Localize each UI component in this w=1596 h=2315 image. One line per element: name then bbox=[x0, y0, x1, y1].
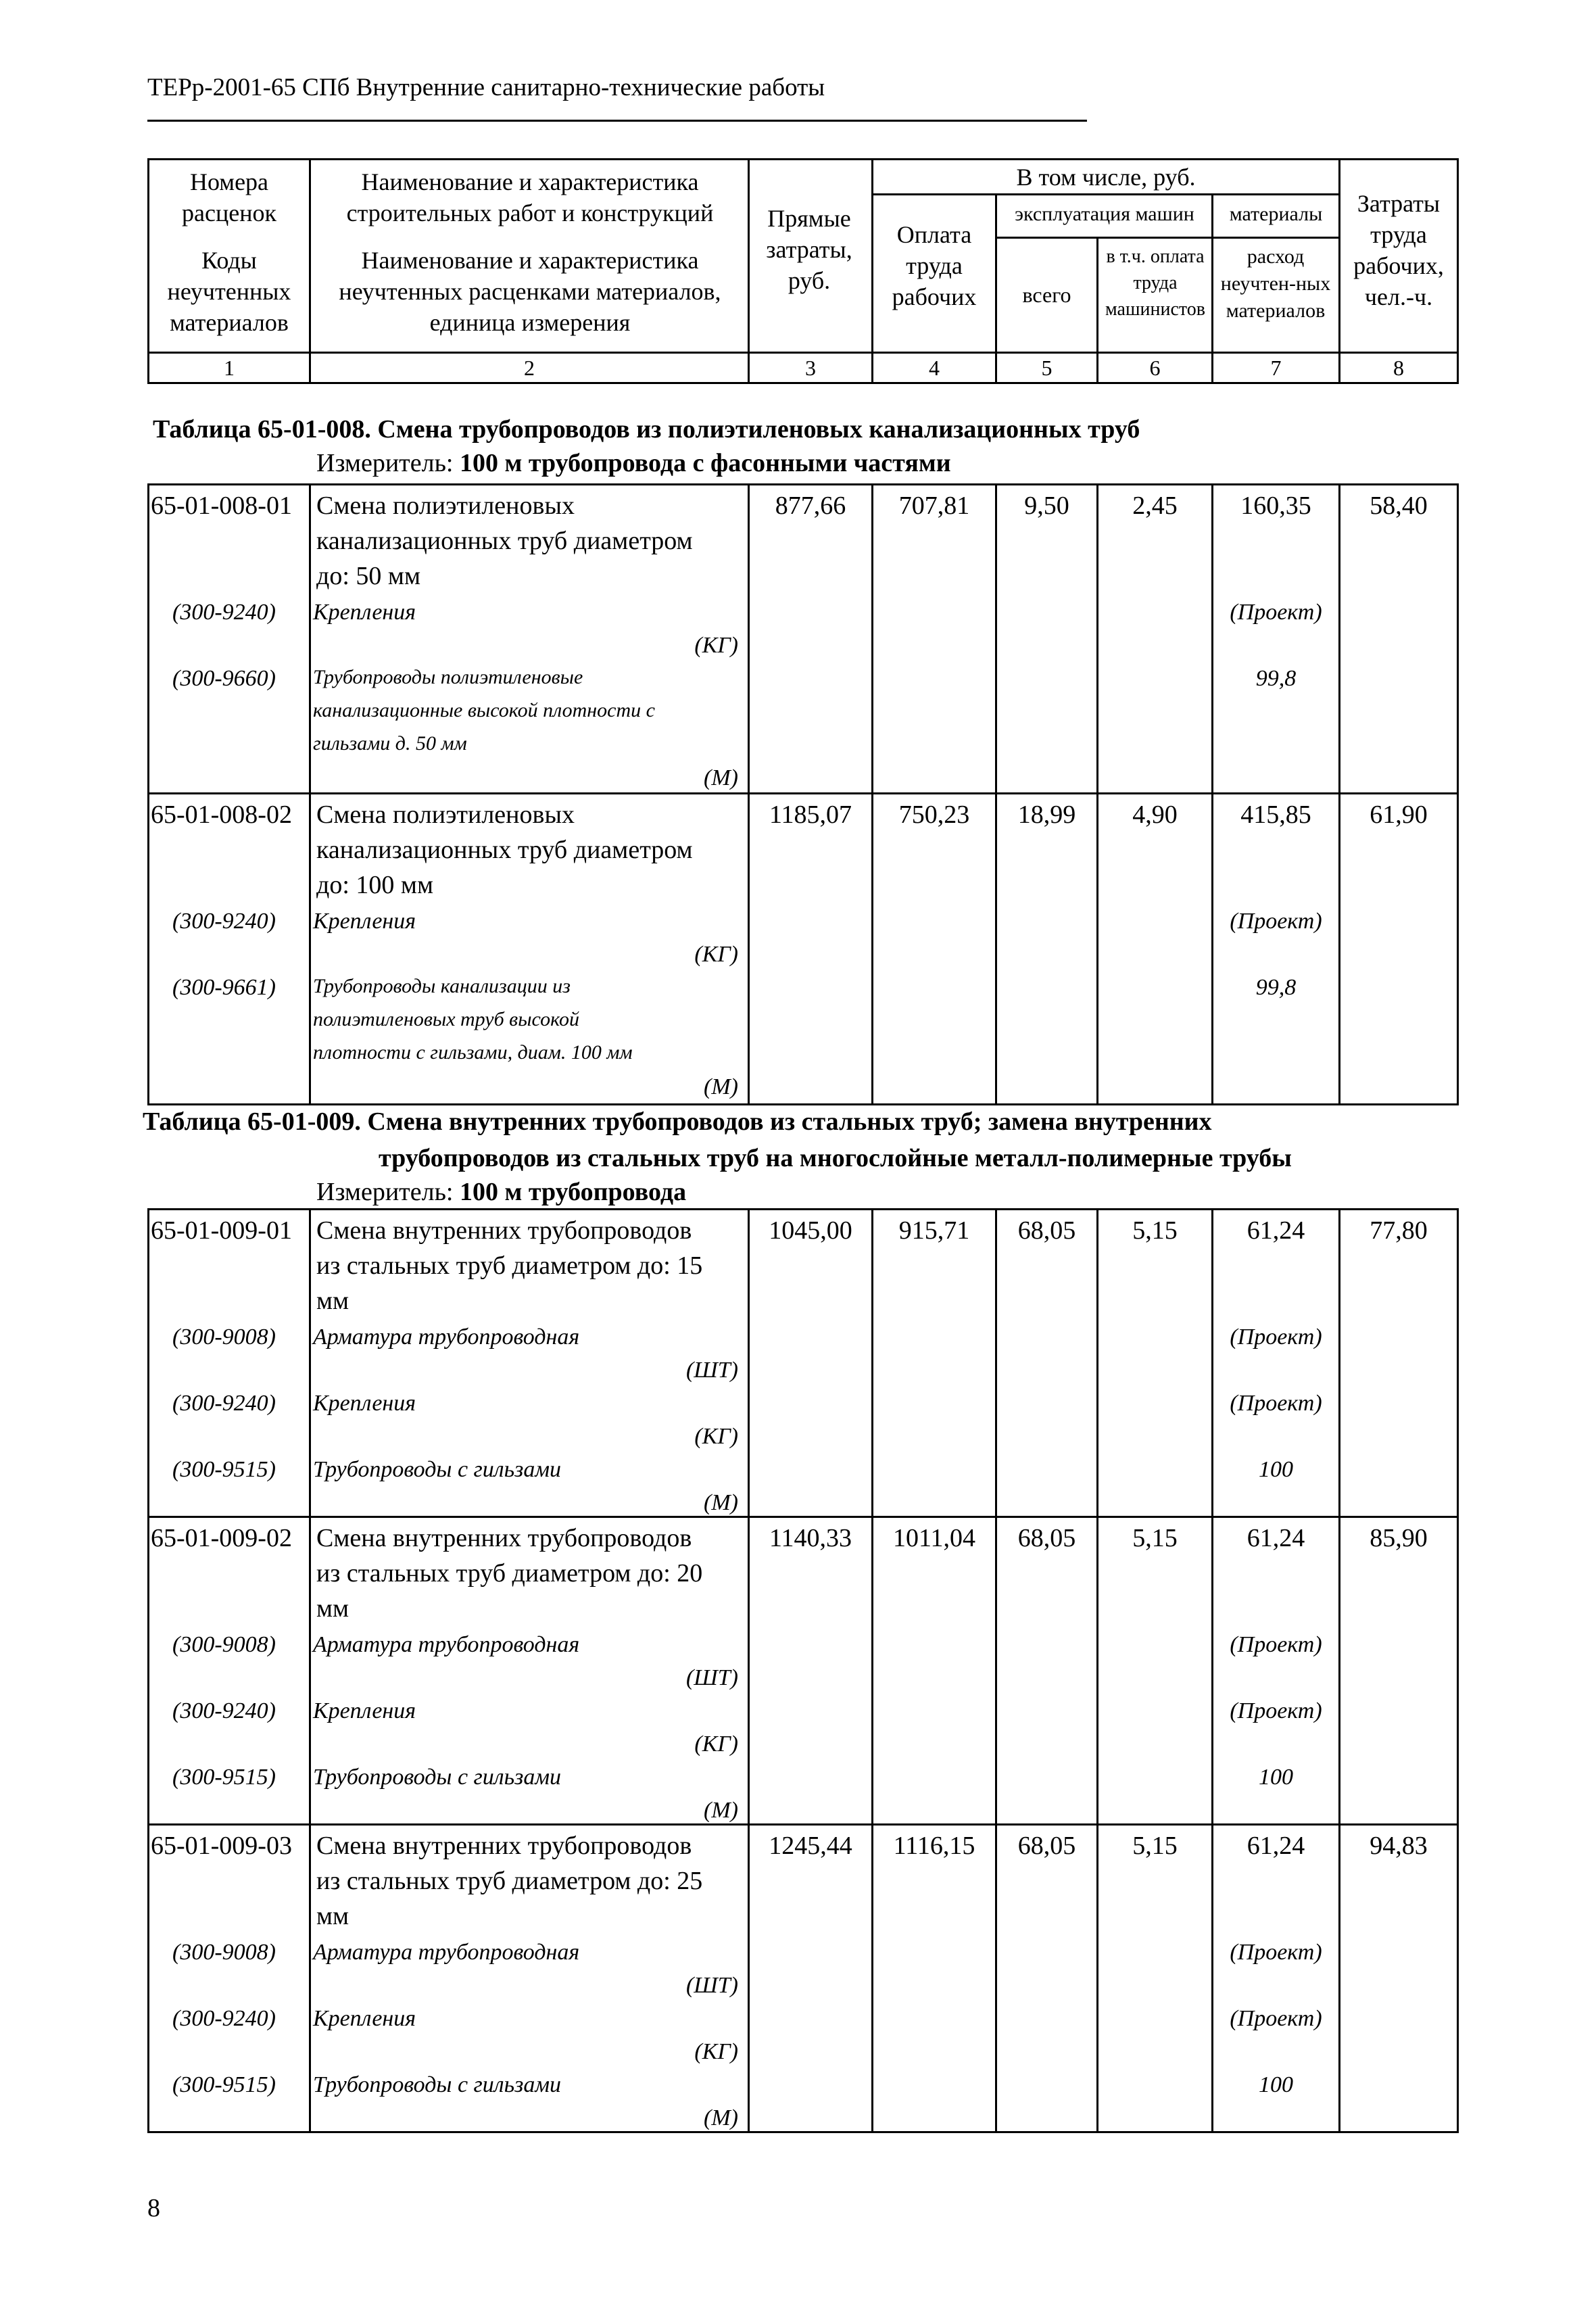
rate-code: 65-01-009-01 bbox=[151, 1216, 292, 1245]
table-vline bbox=[1457, 1208, 1459, 1518]
work-name-line: из стальных труб диаметром до: 20 bbox=[316, 1559, 703, 1588]
material-code: (300-9515) bbox=[172, 2072, 276, 2097]
cell-direct: 1045,00 bbox=[769, 1216, 852, 1245]
material-unit: (КГ) bbox=[694, 1732, 738, 1757]
material-name-line: гильзами д. 50 мм bbox=[313, 732, 467, 755]
table-vline bbox=[871, 1208, 873, 1518]
table-hline bbox=[147, 2131, 1459, 2133]
table-vline bbox=[1211, 792, 1213, 1105]
cell-mach-total: 68,05 bbox=[1017, 1524, 1076, 1552]
work-name-line: из стальных труб диаметром до: 15 bbox=[316, 1251, 703, 1280]
meter-label: Измеритель: bbox=[316, 449, 454, 477]
table-009-title-line1: Таблица 65-01-009. Смена внутренних трубопроводов из стальных труб; замена внутренних bbox=[143, 1107, 1212, 1136]
cell-mach-labor: 2,45 bbox=[1132, 492, 1178, 520]
meter-value: 100 м трубопровода с фасонными частями bbox=[460, 449, 951, 477]
table-vline bbox=[1211, 1516, 1213, 1825]
rate-code: 65-01-008-02 bbox=[151, 801, 292, 829]
material-quantity: (Проект) bbox=[1230, 1940, 1322, 1965]
col-header-unaccounted-materials: расход неучтен-ных материалов bbox=[1220, 245, 1331, 322]
material-quantity: 100 bbox=[1259, 2072, 1293, 2097]
header-vline bbox=[748, 158, 750, 384]
material-name-line: Арматура трубопроводная bbox=[313, 1940, 580, 1965]
table-vline bbox=[871, 792, 873, 1105]
material-name-line: Арматура трубопроводная bbox=[313, 1632, 580, 1657]
table-009-title-line2: трубопроводов из стальных труб на многослойные металл-полимерные трубы bbox=[379, 1144, 1292, 1172]
cell-hours: 77,80 bbox=[1370, 1216, 1428, 1245]
cell-direct: 1140,33 bbox=[769, 1524, 852, 1552]
table-vline bbox=[748, 1823, 750, 2133]
table-vline bbox=[1457, 1516, 1459, 1825]
cell-materials: 61,24 bbox=[1247, 1524, 1305, 1552]
col-number: 5 bbox=[1041, 356, 1053, 380]
header-vline bbox=[1338, 158, 1340, 384]
title-rule bbox=[147, 120, 1087, 122]
material-unit: (М) bbox=[704, 2105, 738, 2130]
table-009-meter bbox=[316, 1179, 686, 1205]
table-vline bbox=[995, 483, 997, 794]
cell-labor: 750,23 bbox=[898, 801, 970, 829]
cell-labor: 1011,04 bbox=[892, 1524, 976, 1552]
material-quantity: (Проект) bbox=[1230, 600, 1322, 625]
col-number: 7 bbox=[1270, 356, 1282, 380]
material-name-line: Трубопроводы канализации из bbox=[313, 975, 571, 997]
document-title: ТЕРр-2001-65 СПб Внутренние санитарно-технические работы bbox=[147, 74, 825, 101]
material-unit: (ШТ) bbox=[685, 1358, 738, 1383]
material-code: (300-9661) bbox=[172, 975, 276, 1000]
header-border-numbers bbox=[147, 352, 1459, 354]
rate-code: 65-01-009-03 bbox=[151, 1832, 292, 1860]
col-header-direct-costs: Прямые затраты, руб. bbox=[766, 205, 852, 294]
col-header-machines-total: всего bbox=[1022, 283, 1071, 307]
cell-hours: 58,40 bbox=[1370, 492, 1428, 520]
cell-direct: 1185,07 bbox=[769, 801, 852, 829]
table-hline bbox=[147, 792, 1459, 794]
cell-materials: 61,24 bbox=[1247, 1832, 1305, 1860]
material-name-line: Трубопроводы с гильзами bbox=[313, 1765, 562, 1790]
work-name-line: мм bbox=[316, 1287, 349, 1315]
material-unit: (ШТ) bbox=[685, 1973, 738, 1998]
cell-hours: 94,83 bbox=[1370, 1832, 1428, 1860]
material-unit: (КГ) bbox=[694, 633, 738, 658]
table-vline bbox=[1457, 483, 1459, 794]
cell-materials: 160,35 bbox=[1240, 492, 1311, 520]
material-code: (300-9240) bbox=[172, 2006, 276, 2031]
table-vline bbox=[871, 483, 873, 794]
table-vline bbox=[748, 483, 750, 794]
col-number: 2 bbox=[524, 356, 535, 380]
material-quantity: (Проект) bbox=[1230, 1698, 1322, 1723]
table-vline bbox=[1096, 1823, 1098, 2133]
material-unit: (М) bbox=[704, 765, 738, 790]
table-vline bbox=[995, 1208, 997, 1518]
cell-direct: 1245,44 bbox=[769, 1832, 852, 1860]
table-vline bbox=[748, 1516, 750, 1825]
work-name-line: Смена полиэтиленовых bbox=[316, 801, 575, 829]
work-name-line: из стальных труб диаметром до: 25 bbox=[316, 1867, 703, 1895]
col-number: 8 bbox=[1393, 356, 1404, 380]
material-code: (300-9240) bbox=[172, 1391, 276, 1416]
col-number: 4 bbox=[929, 356, 940, 380]
cell-materials: 415,85 bbox=[1240, 801, 1311, 829]
table-vline bbox=[1338, 792, 1340, 1105]
material-quantity: (Проект) bbox=[1230, 1324, 1322, 1350]
table-vline bbox=[748, 1208, 750, 1518]
table-vline bbox=[1211, 1823, 1213, 2133]
table-vline bbox=[1211, 1208, 1213, 1518]
table-vline bbox=[995, 1516, 997, 1825]
material-quantity: 99,8 bbox=[1255, 975, 1297, 1000]
col-number: 6 bbox=[1149, 356, 1161, 380]
cell-mach-labor: 4,90 bbox=[1132, 801, 1178, 829]
header-hline bbox=[871, 193, 1339, 195]
table-vline bbox=[1457, 1823, 1459, 2133]
meter-value: 100 м трубопровода bbox=[460, 1178, 687, 1206]
table-vline bbox=[309, 1516, 311, 1825]
material-unit: (КГ) bbox=[694, 942, 738, 967]
table-vline bbox=[871, 1823, 873, 2133]
table-hline bbox=[147, 483, 1459, 485]
work-name-line: до: 50 мм bbox=[316, 562, 420, 590]
material-quantity: (Проект) bbox=[1230, 1632, 1322, 1657]
table-vline bbox=[309, 1823, 311, 2133]
material-code: (300-9240) bbox=[172, 1698, 276, 1723]
material-code: (300-9008) bbox=[172, 1324, 276, 1350]
col-header-including: В том числе, руб. bbox=[1016, 164, 1196, 191]
meter-label: Измеритель: bbox=[316, 1178, 454, 1206]
table-vline bbox=[1338, 483, 1340, 794]
material-name-line: полиэтиленовых труб высокой bbox=[313, 1008, 579, 1030]
table-hline bbox=[147, 1516, 1459, 1518]
table-vline bbox=[147, 483, 149, 794]
table-vline bbox=[1457, 792, 1459, 1105]
table-hline bbox=[147, 1208, 1459, 1210]
work-name-line: до: 100 мм bbox=[316, 871, 433, 899]
table-vline bbox=[871, 1516, 873, 1825]
table-vline bbox=[309, 792, 311, 1105]
material-unit: (КГ) bbox=[694, 1424, 738, 1449]
material-name-line: Трубопроводы полиэтиленовые bbox=[313, 666, 583, 688]
table-vline bbox=[1096, 792, 1098, 1105]
cell-hours: 85,90 bbox=[1370, 1524, 1428, 1552]
material-unit: (ШТ) bbox=[685, 1665, 738, 1690]
work-name-line: канализационных труб диаметром bbox=[316, 527, 693, 555]
table-vline bbox=[1338, 1823, 1340, 2133]
col-header-material-codes: Коды неучтенных материалов bbox=[167, 247, 291, 336]
material-name-line: плотности с гильзами, диам. 100 мм bbox=[313, 1041, 633, 1064]
rate-code: 65-01-008-01 bbox=[151, 492, 292, 520]
col-number: 1 bbox=[224, 356, 235, 380]
table-hline bbox=[147, 1823, 1459, 1825]
work-name-line: канализационных труб диаметром bbox=[316, 836, 693, 864]
material-name-line: Крепления bbox=[313, 1391, 416, 1416]
col-header-labor-hours: Затраты труда рабочих, чел.-ч. bbox=[1353, 190, 1444, 310]
table-vline bbox=[995, 792, 997, 1105]
material-name-line: Крепления bbox=[313, 909, 416, 934]
material-name-line: Трубопроводы с гильзами bbox=[313, 2072, 562, 2097]
header-vline bbox=[147, 158, 149, 384]
col-header-operator-pay: в т.ч. оплата труда машинистов bbox=[1105, 246, 1205, 320]
table-vline bbox=[995, 1823, 997, 2133]
table-vline bbox=[1096, 483, 1098, 794]
material-code: (300-9008) bbox=[172, 1940, 276, 1965]
material-quantity: 100 bbox=[1259, 1457, 1293, 1482]
cell-mach-total: 9,50 bbox=[1024, 492, 1069, 520]
material-quantity: (Проект) bbox=[1230, 2006, 1322, 2031]
cell-direct: 877,66 bbox=[775, 492, 846, 520]
header-vline bbox=[871, 158, 873, 384]
material-code: (300-9240) bbox=[172, 909, 276, 934]
cell-labor: 707,81 bbox=[898, 492, 970, 520]
rate-code: 65-01-009-02 bbox=[151, 1524, 292, 1552]
cell-labor: 915,71 bbox=[898, 1216, 970, 1245]
cell-mach-total: 18,99 bbox=[1017, 801, 1076, 829]
cell-labor: 1116,15 bbox=[893, 1832, 975, 1860]
header-vline bbox=[309, 158, 311, 384]
work-name-line: Смена внутренних трубопроводов bbox=[316, 1832, 692, 1860]
table-008-title: Таблица 65-01-008. Смена трубопроводов из полиэтиленовых канализационных труб bbox=[153, 415, 1140, 444]
material-quantity: 99,8 bbox=[1255, 666, 1297, 691]
table-vline bbox=[309, 1208, 311, 1518]
cell-mach-total: 68,05 bbox=[1017, 1832, 1076, 1860]
material-code: (300-9515) bbox=[172, 1765, 276, 1790]
header-border-top bbox=[147, 158, 1459, 160]
table-vline bbox=[1211, 483, 1213, 794]
header-vline bbox=[1457, 158, 1459, 384]
col-header-materials: материалы bbox=[1229, 203, 1323, 225]
table-hline bbox=[147, 1103, 1459, 1105]
table-vline bbox=[147, 1823, 149, 2133]
col-header-work-name: Наименование и характеристика строительных работ и конструкций bbox=[346, 168, 714, 226]
material-name-line: канализационные высокой плотности с bbox=[313, 699, 655, 721]
work-name-line: Смена полиэтиленовых bbox=[316, 492, 575, 520]
work-name-line: Смена внутренних трубопроводов bbox=[316, 1216, 692, 1245]
header-hline bbox=[995, 237, 1339, 239]
col-header-machines: эксплуатация машин bbox=[1015, 203, 1194, 225]
col-number: 3 bbox=[805, 356, 816, 380]
material-unit: (М) bbox=[704, 1490, 738, 1515]
material-name-line: Крепления bbox=[313, 1698, 416, 1723]
col-header-rate-numbers: Номера расценок bbox=[182, 168, 276, 226]
material-code: (300-9660) bbox=[172, 666, 276, 691]
work-name-line: мм bbox=[316, 1902, 349, 1930]
work-name-line: Смена внутренних трубопроводов bbox=[316, 1524, 692, 1552]
material-code: (300-9240) bbox=[172, 600, 276, 625]
table-vline bbox=[748, 792, 750, 1105]
material-unit: (КГ) bbox=[694, 2039, 738, 2064]
material-unit: (М) bbox=[704, 1074, 738, 1099]
cell-mach-total: 68,05 bbox=[1017, 1216, 1076, 1245]
table-vline bbox=[309, 483, 311, 794]
material-name-line: Крепления bbox=[313, 2006, 416, 2031]
header-border-bottom bbox=[147, 382, 1459, 384]
col-header-material-name: Наименование и характеристика неучтенных расценками материалов, единица измерения bbox=[339, 247, 721, 336]
table-vline bbox=[147, 1516, 149, 1825]
page-number: 8 bbox=[147, 2194, 160, 2222]
cell-mach-labor: 5,15 bbox=[1132, 1832, 1178, 1860]
material-quantity: (Проект) bbox=[1230, 1391, 1322, 1416]
table-vline bbox=[147, 1208, 149, 1518]
work-name-line: мм bbox=[316, 1594, 349, 1623]
cell-mach-labor: 5,15 bbox=[1132, 1524, 1178, 1552]
material-code: (300-9008) bbox=[172, 1632, 276, 1657]
table-vline bbox=[1096, 1516, 1098, 1825]
table-vline bbox=[147, 792, 149, 1105]
material-quantity: (Проект) bbox=[1230, 909, 1322, 934]
material-name-line: Арматура трубопроводная bbox=[313, 1324, 580, 1350]
table-vline bbox=[1338, 1516, 1340, 1825]
material-name-line: Трубопроводы с гильзами bbox=[313, 1457, 562, 1482]
material-unit: (М) bbox=[704, 1798, 738, 1823]
material-code: (300-9515) bbox=[172, 1457, 276, 1482]
material-quantity: 100 bbox=[1259, 1765, 1293, 1790]
cell-materials: 61,24 bbox=[1247, 1216, 1305, 1245]
cell-hours: 61,90 bbox=[1370, 801, 1428, 829]
table-008-meter bbox=[316, 450, 951, 476]
material-name-line: Крепления bbox=[313, 600, 416, 625]
table-vline bbox=[1338, 1208, 1340, 1518]
table-vline bbox=[1096, 1208, 1098, 1518]
col-header-labor-pay: Оплата труда рабочих bbox=[892, 221, 977, 310]
cell-mach-labor: 5,15 bbox=[1132, 1216, 1178, 1245]
